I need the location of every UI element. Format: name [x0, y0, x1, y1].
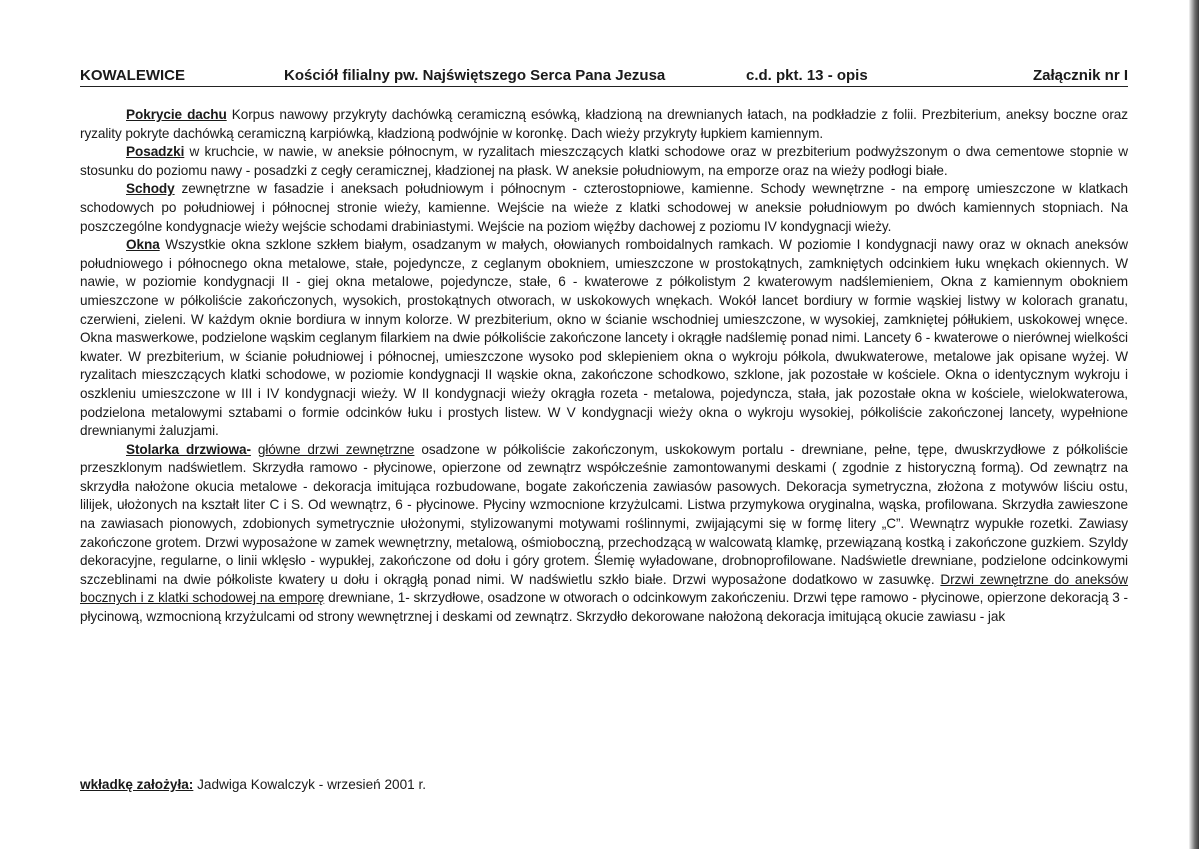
section-roof-label: Pokrycie dachu: [126, 107, 227, 122]
section-joinery-label: Stolarka drzwiowa-: [126, 441, 251, 457]
section-windows-text: Wszystkie okna szklone szkłem białym, osadzanym w małych, ołowianych romboidalnych ramkach. W poziomie I kondygnacji nawy oraz w oknach aneksów południowego i północnego okna metalowe, stałe, pojedyncze, z ceglanym obokniem, umieszczone w prostokątnych, zamkniętych odcinkiem łuku wnękach okiennych. W nawie, w poziomie kondygnacji II - giej okna metalowe, pojedyncze, stałe, 6 - kwaterowe z półkolistym 2 kwaterowym nadślemieniem, Okna z kamiennym obokniem umieszczone w półkoliście zakończonych, wysokich, prostokątnych otworach, w uskokowych wnękach. Wokół lancet bordiury w formie wąskiej listwy w kolorach granatu, czerwieni, zieleni. W każdym oknie bordiura w innym kolorze. W prezbiterium, okno w ścianie wschodniej umieszczone, w wysokiej, zamkniętej półłukiem, uskokowej wnęce. Okna maswerkowe, podzielone wąskim ceglanym filarkiem na dwie półkoliście zakończone lancety i okrągłe nadślemię ponad nimi. Lancety 6 - kwaterowe o nierównej wielkości kwater. W prezbiterium, w ścianie południowej i północnej, umieszczone wysoko pod sklepieniem okna o wykroju półkola, dwukwaterowe, metalowe jak opisane wyżej. W ryzalitach mieszczących klatki schodowe, w poziomie kondygnacji II wąskie okna, zakończone schodkowo, szklone, jak pozostałe w kościele. Okna o identycznym wykroju i oszkleniu umieszczone w III i IV kondygnacji wieży. W II kondygnacji wieży okrągła rozeta - metalowa, pojedyncza, stała, jak pozostałe okna w kościele, wielokwaterowa, podzielona metalowymi sztabami o formie odcinków łuku i prostych listew. W V kondygnacji wieży okna o wykroju wysokiej, półkoliście zakończonej lancety, wypełnione drewnianymi żaluzjami.: [80, 237, 1128, 439]
header-title: Kościół filialny pw. Najświętszego Serca Pana Jezusa: [284, 67, 666, 84]
section-floors: [80, 143, 1128, 180]
document-header: [80, 66, 1128, 87]
footer-author: Jadwiga Kowalczyk - wrzesień 2001 r.: [193, 777, 427, 792]
header-annex: Załącznik nr I: [1032, 67, 1128, 84]
section-windows-label: Okna: [126, 237, 160, 253]
document-footer: [80, 776, 426, 794]
section-joinery-text-1: osadzone w półkoliście zakończonym, uskokowym portalu - drewniane, pełne, tępe, dwuskrzydłowe z półkoliście przeszklonym nadświetlem. Skrzydła ramowo - płycinowe, opierzone od zewnątrz współcześnie zamontowanymi deskami ( zgodnie z historyczną formą). Od zewnątrz na skrzydła nałożone okucia metalowe - dekoracja imitująca rozbudowane, bogate zakończenia zawiasów pasowych. Dekoracja symetryczna, złożona z motywów liściu ostu, lilijek, ułożonych na kształt liter C i S. Od wewnątrz, 6 - płycinowe. Płyciny wzmocnione krzyżulcami. Listwa przymykowa oryginalna, wąska, profilowana. Skrzydła zawieszone na zawiasach pionowych, zdobionych symetrycznie ułożonymi, stylizowanymi motywami roślinnymi, zwijającymi się w formę litery „C”. Wewnątrz wypukłe rozetki. Zawiasy zakończone grotem. Drzwi wyposażone w zamek wewnętrzny, metalową, ośmioboczną, przechodzącą w walcowatą klamkę, przewiązaną kostką i zakończone guzkiem. Szyldy dekoracyjne, regularne, o linii wklęsło - wypukłej, zakończone od dołu i góry grotem. Ślemię wyładowane, drobnoprofilowane. Nadświetle drewniane, podzielone odcinkowymi szczeblinami na dwie półkoliste kwatery u dołu i okrągłą ponad nimi. W nadświetlu szkło białe. Drzwi wyposażone dodatkowo w zasuwkę.: [80, 441, 1129, 587]
header-reference: c.d. pkt. 13 - opis: [746, 67, 868, 84]
scan-edge-shadow: [1189, 0, 1199, 849]
section-joinery: [80, 441, 1128, 627]
section-roof: [80, 106, 1128, 143]
section-joinery-text-2: drewniane, 1- skrzydłowe, osadzone w otworach o odcinkowym zakończeniu. Drzwi tępe ramowo - płycinowe, opierzone dekoracją 3 - płycinową, wzmocnioną krzyżulcami od strony wewnętrznej i deskami od zewnątrz. Skrzydło dekorowane nałożoną dekoracja imitującą okucie zawiasu - jak: [80, 590, 1129, 625]
header-place: KOWALEWICE: [80, 67, 185, 84]
footer-label: wkładkę założyła:: [80, 777, 194, 792]
section-joinery-main-doors: główne drzwi zewnętrzne: [257, 441, 415, 457]
section-stairs-label: Schody: [126, 181, 175, 197]
section-joinery-side-doors: Drzwi zewnętrzne do aneksów bocznych i z klatki schodowej na emporę: [80, 571, 1129, 606]
section-windows: [80, 236, 1128, 441]
section-stairs-text: zewnętrzne w fasadzie i aneksach południowym i północnym - czterostopniowe, kamienne. Schody wewnętrzne - na emporę umieszczone w klatkach schodowych po południowej i północnej stronie wieży, kamienne. Wejście na wieże z klatki schodowej w aneksie południowym po dwóch kamiennych stopniach. Na poszczególne kondygnacje wieży wejście schodami drabiniastymi. Wejście na poziom więźby dachowej z poziomu IV kondygnacji wieży.: [80, 181, 1128, 234]
section-floors-label: Posadzki: [126, 144, 185, 160]
section-stairs: [80, 180, 1128, 236]
document-body: [80, 106, 1128, 627]
section-roof-text: Korpus nawowy przykryty dachówką ceramiczną esówką, kładzioną na drewnianych łatach, na podkładzie z folii. Prezbiterium, aneksy boczne oraz ryzality pokryte dachówką ceramiczną karpiówką, kładzioną podwójnie w koronkę. Dach wieży przykryty łupkiem kamiennym.: [80, 107, 1128, 141]
section-floors-text: w kruchcie, w nawie, w aneksie północnym, w ryzalitach mieszczących klatki schodowe oraz w prezbiterium podwyższonym o dwa cementowe stopnie w stosunku do poziomu nawy - posadzki z cegły ceramicznej, kładzionej na płask. W aneksie południowym, na emporze oraz na wieży podłogi białe.: [80, 144, 1128, 178]
